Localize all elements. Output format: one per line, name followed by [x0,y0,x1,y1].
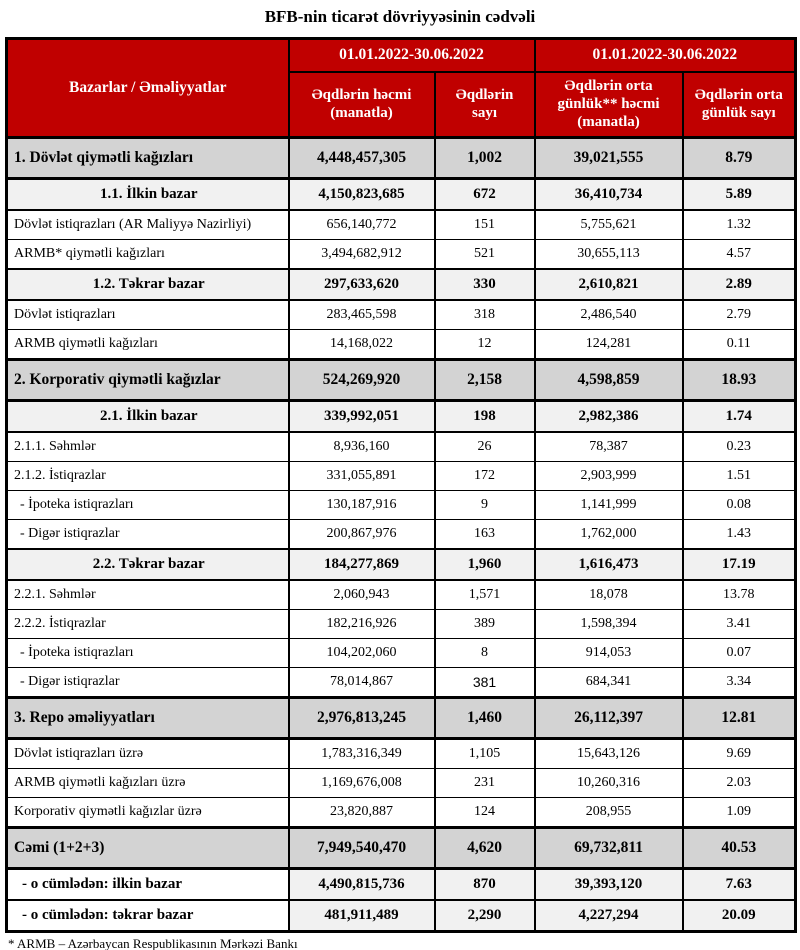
row-value: 684,341 [535,668,683,698]
table-row [7,330,796,360]
row-value: 184,277,869 [289,549,435,580]
row-value: 30,655,113 [535,240,683,270]
table-row [7,698,796,739]
row-label: Dövlət istiqrazları [7,300,289,330]
table-row [7,639,796,668]
row-value: 1,460 [435,698,535,739]
row-value: 0.23 [683,432,796,462]
row-value: 3,494,682,912 [289,240,435,270]
row-value: 198 [435,401,535,433]
row-value: 2.79 [683,300,796,330]
row-label: Dövlət istiqrazları (AR Maliyyə Nazirliyi) [7,210,289,240]
table-header [7,39,796,138]
row-value: 521 [435,240,535,270]
table-row [7,138,796,179]
trading-turnover-table [5,37,797,933]
row-value: 4,620 [435,828,535,869]
table-row [7,432,796,462]
row-value: 2,976,813,245 [289,698,435,739]
row-label: 2.2.1. Səhmlər [7,580,289,610]
column-header-count: Əqdlərin sayı [435,72,535,138]
table-body [7,138,796,932]
table-row [7,549,796,580]
row-value: 870 [435,869,535,901]
row-value: 124,281 [535,330,683,360]
row-value: 914,053 [535,639,683,668]
row-value: 481,911,489 [289,900,435,932]
row-value: 18.93 [683,360,796,401]
row-value: 656,140,772 [289,210,435,240]
row-value: 4,490,815,736 [289,869,435,901]
row-value: 26 [435,432,535,462]
row-value: 10,260,316 [535,769,683,798]
page-title: BFB-nin ticarət dövriyyəsinin cədvəli [264,7,536,26]
row-value: 151 [435,210,535,240]
row-label: 2. Korporativ qiymətli kağızlar [7,360,289,401]
row-value: 2,486,540 [535,300,683,330]
row-value: 1,762,000 [535,520,683,550]
row-value: 1,598,394 [535,610,683,639]
table-row [7,798,796,828]
row-value: 2,903,999 [535,462,683,491]
table-row [7,869,796,901]
table-row [7,401,796,433]
corner-header: Bazarlar / Əməliyyatlar [7,39,289,138]
row-value: 40.53 [683,828,796,869]
row-value: 1,002 [435,138,535,179]
row-value: 2,158 [435,360,535,401]
row-value: 2,982,386 [535,401,683,433]
table-row [7,739,796,769]
row-label: ARMB qiymətli kağızları [7,330,289,360]
row-value: 381 [435,668,535,698]
table-row [7,900,796,932]
row-value: 524,269,920 [289,360,435,401]
row-value: 182,216,926 [289,610,435,639]
row-value: 1.51 [683,462,796,491]
table-row [7,520,796,550]
row-label: - Digər istiqrazlar [7,668,289,698]
row-label: - o cümlədən: təkrar bazar [7,900,289,932]
row-value: 69,732,811 [535,828,683,869]
column-header-avg-daily-volume: Əqdlərin orta günlük** həcmi (manatla) [535,72,683,138]
row-value: 13.78 [683,580,796,610]
row-value: 0.07 [683,639,796,668]
table-row [7,668,796,698]
row-value: 7.63 [683,869,796,901]
row-value: 39,393,120 [535,869,683,901]
row-label: 3. Repo əməliyyatları [7,698,289,739]
row-label: Cəmi (1+2+3) [7,828,289,869]
row-value: 104,202,060 [289,639,435,668]
row-value: 200,867,976 [289,520,435,550]
row-value: 12.81 [683,698,796,739]
row-value: 1.09 [683,798,796,828]
row-label: 2.1. İlkin bazar [7,401,289,433]
row-value: 389 [435,610,535,639]
row-label: 2.2.2. İstiqrazlar [7,610,289,639]
row-label: 1.1. İlkin bazar [7,179,289,211]
row-label: Dövlət istiqrazları üzrə [7,739,289,769]
row-label: 1.2. Təkrar bazar [7,269,289,300]
table-row [7,210,796,240]
row-value: 8,936,160 [289,432,435,462]
row-value: 5,755,621 [535,210,683,240]
row-value: 20.09 [683,900,796,932]
row-label: 2.1.1. Səhmlər [7,432,289,462]
row-value: 3.41 [683,610,796,639]
table-row [7,828,796,869]
row-value: 1,960 [435,549,535,580]
row-value: 3.34 [683,668,796,698]
column-header-avg-daily-count: Əqdlərin orta günlük sayı [683,72,796,138]
period-header-1: 01.01.2022-30.06.2022 [289,39,535,72]
row-value: 208,955 [535,798,683,828]
row-value: 8 [435,639,535,668]
row-value: 130,187,916 [289,491,435,520]
row-label: - o cümlədən: ilkin bazar [7,869,289,901]
row-value: 330 [435,269,535,300]
table-row [7,269,796,300]
row-value: 5.89 [683,179,796,211]
row-value: 23,820,887 [289,798,435,828]
row-value: 0.08 [683,491,796,520]
row-value: 1,169,676,008 [289,769,435,798]
row-value: 297,633,620 [289,269,435,300]
row-value: 0.11 [683,330,796,360]
row-value: 26,112,397 [535,698,683,739]
row-value: 4,448,457,305 [289,138,435,179]
row-value: 14,168,022 [289,330,435,360]
table-row [7,179,796,211]
row-value: 283,465,598 [289,300,435,330]
row-value: 2,060,943 [289,580,435,610]
row-value: 318 [435,300,535,330]
row-value: 4,150,823,685 [289,179,435,211]
table-row [7,300,796,330]
row-value: 78,387 [535,432,683,462]
row-value: 1.74 [683,401,796,433]
row-label: - İpoteka istiqrazları [7,491,289,520]
row-value: 4,598,859 [535,360,683,401]
row-label: - İpoteka istiqrazları [7,639,289,668]
row-value: 12 [435,330,535,360]
table-row [7,360,796,401]
row-value: 15,643,126 [535,739,683,769]
row-value: 78,014,867 [289,668,435,698]
row-value: 1,616,473 [535,549,683,580]
row-value: 339,992,051 [289,401,435,433]
table-row [7,240,796,270]
row-value: 39,021,555 [535,138,683,179]
row-value: 18,078 [535,580,683,610]
row-value: 2.89 [683,269,796,300]
row-value: 4.57 [683,240,796,270]
row-value: 9.69 [683,739,796,769]
row-label: Korporativ qiymətli kağızlar üzrə [7,798,289,828]
row-value: 2.03 [683,769,796,798]
table-row [7,491,796,520]
row-value: 1.32 [683,210,796,240]
table-row [7,769,796,798]
row-value: 2,610,821 [535,269,683,300]
row-value: 172 [435,462,535,491]
row-value: 17.19 [683,549,796,580]
row-value: 331,055,891 [289,462,435,491]
row-value: 1.43 [683,520,796,550]
column-header-volume: Əqdlərin həcmi (manatla) [289,72,435,138]
footnote: * ARMB – Azərbaycan Respublikasının Mərkəzi Bankı [8,936,298,950]
row-value: 7,949,540,470 [289,828,435,869]
row-value: 672 [435,179,535,211]
row-value: 1,105 [435,739,535,769]
period-header-2: 01.01.2022-30.06.2022 [535,39,796,72]
row-value: 9 [435,491,535,520]
row-value: 231 [435,769,535,798]
header-period-row [7,39,796,72]
row-label: 2.2. Təkrar bazar [7,549,289,580]
row-label: ARMB* qiymətli kağızları [7,240,289,270]
table-row [7,580,796,610]
row-value: 1,571 [435,580,535,610]
table-row [7,462,796,491]
row-value: 1,783,316,349 [289,739,435,769]
row-value: 163 [435,520,535,550]
row-value: 124 [435,798,535,828]
row-label: ARMB qiymətli kağızları üzrə [7,769,289,798]
row-label: - Digər istiqrazlar [7,520,289,550]
row-value: 2,290 [435,900,535,932]
row-label: 1. Dövlət qiymətli kağızları [7,138,289,179]
row-value: 36,410,734 [535,179,683,211]
row-value: 4,227,294 [535,900,683,932]
row-value: 8.79 [683,138,796,179]
row-label: 2.1.2. İstiqrazlar [7,462,289,491]
row-value: 1,141,999 [535,491,683,520]
table-row [7,610,796,639]
